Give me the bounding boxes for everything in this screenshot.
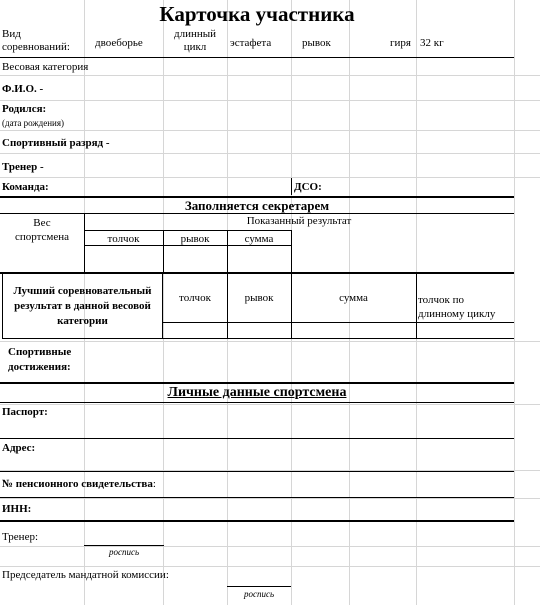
best-col-total: сумма [339,292,368,304]
grid-row-line [0,404,540,405]
athlete-weight-line2: спортсмена [14,231,70,243]
team-divider [291,178,292,195]
chairman-signature-caption: роспись [243,589,275,599]
grid-row-line [0,341,540,342]
event-label [2,28,70,54]
option-biathlon: двоеборье [95,37,143,49]
best-result-line2: результат в данной весовой [14,300,151,312]
achievements-line1: Спортивные [8,346,72,358]
table-line [291,230,292,272]
achievements-line2: достижения: [8,361,71,373]
achievements-label [8,345,71,375]
best-result-line3: категории [57,315,108,327]
best-box-border [162,274,163,339]
pension-label [2,479,156,490]
best-result-line1: Лучший соревновательный [13,285,152,297]
athlete-weight-line1: Вес [33,217,51,229]
athlete-weight-header [0,216,84,244]
grid-row-line [0,566,540,567]
grid-col-line [514,0,515,605]
weight-category-label: Весовая категория [2,61,89,73]
result-col-total: сумма [244,233,274,245]
best-col-long-cycle-line2: длинному циклу [418,308,496,320]
coach-signature-label: Тренер: [2,531,39,543]
team-label-text: Команда: [2,181,49,193]
dso-label: ДСО: [294,181,322,193]
divider [0,57,514,58]
divider [0,497,514,498]
divider [0,438,514,439]
table-line [84,230,291,231]
rank-label: Спортивный разряд - [2,137,110,149]
grid-row-line [0,75,540,76]
best-col-cleanjerk: толчок [179,292,211,304]
shown-result-header: Показанный результат [246,215,352,227]
option-long-cycle-line2: цикл [183,41,207,53]
section-rule [0,382,514,384]
option-kettlebell: гиря [390,37,411,49]
coach-label: Тренер - [2,161,44,173]
table-line [84,245,291,246]
grid-row-line [0,177,540,178]
section-rule [0,402,514,403]
grid-row-line [0,153,540,154]
option-relay: эстафета [230,37,272,49]
event-label-line1: Вид [2,28,21,40]
kettlebell-weight: 32 кг [420,37,444,49]
best-col-long-cycle [418,293,495,321]
inn-label: ИНН: [2,503,32,515]
born-hint: (дата рождения) [2,118,64,128]
coach-signature-caption: роспись [108,547,140,557]
option-long-cycle-line1: длинный [173,28,217,40]
grid-row-line [0,498,540,499]
table-line [291,274,292,339]
best-col-snatch: рывок [244,292,274,304]
team-label [2,182,49,193]
section-rule [0,213,514,214]
born-label: Родился: [2,103,47,115]
pension-label-text: № пенсионного свидетельства [2,478,153,490]
best-result-label [3,284,162,329]
option-long-cycle [165,28,225,54]
grid-row-line [0,130,540,131]
option-snatch: рывок [302,37,331,49]
table-line [163,322,514,323]
table-line [416,274,417,339]
address-label: Адрес: [2,442,36,454]
result-col-cleanjerk: толчок [107,233,140,245]
table-line [163,338,514,339]
grid-row-line [0,100,540,101]
personal-heading: Личные данные спортсмена [167,385,347,400]
chairman-label: Председатель мандатной комиссии: [2,569,169,581]
secretary-heading: Заполняется секретарем [184,198,330,213]
passport-label: Паспорт: [2,406,48,418]
result-col-snatch: рывок [180,233,210,245]
fio-label: Ф.И.О. - [2,83,44,95]
section-rule [0,520,514,522]
grid-row-line [0,546,540,547]
table-line [0,272,514,274]
signature-line [227,586,291,587]
signature-line [84,545,164,546]
pension-label-colon: : [152,478,156,490]
table-line [227,274,228,339]
event-label-line2: соревнований: [2,41,70,53]
best-col-long-cycle-line1: толчок по [418,294,465,306]
best-box-border [2,338,163,339]
divider [0,471,514,472]
page-title: Карточка участника [159,2,355,26]
